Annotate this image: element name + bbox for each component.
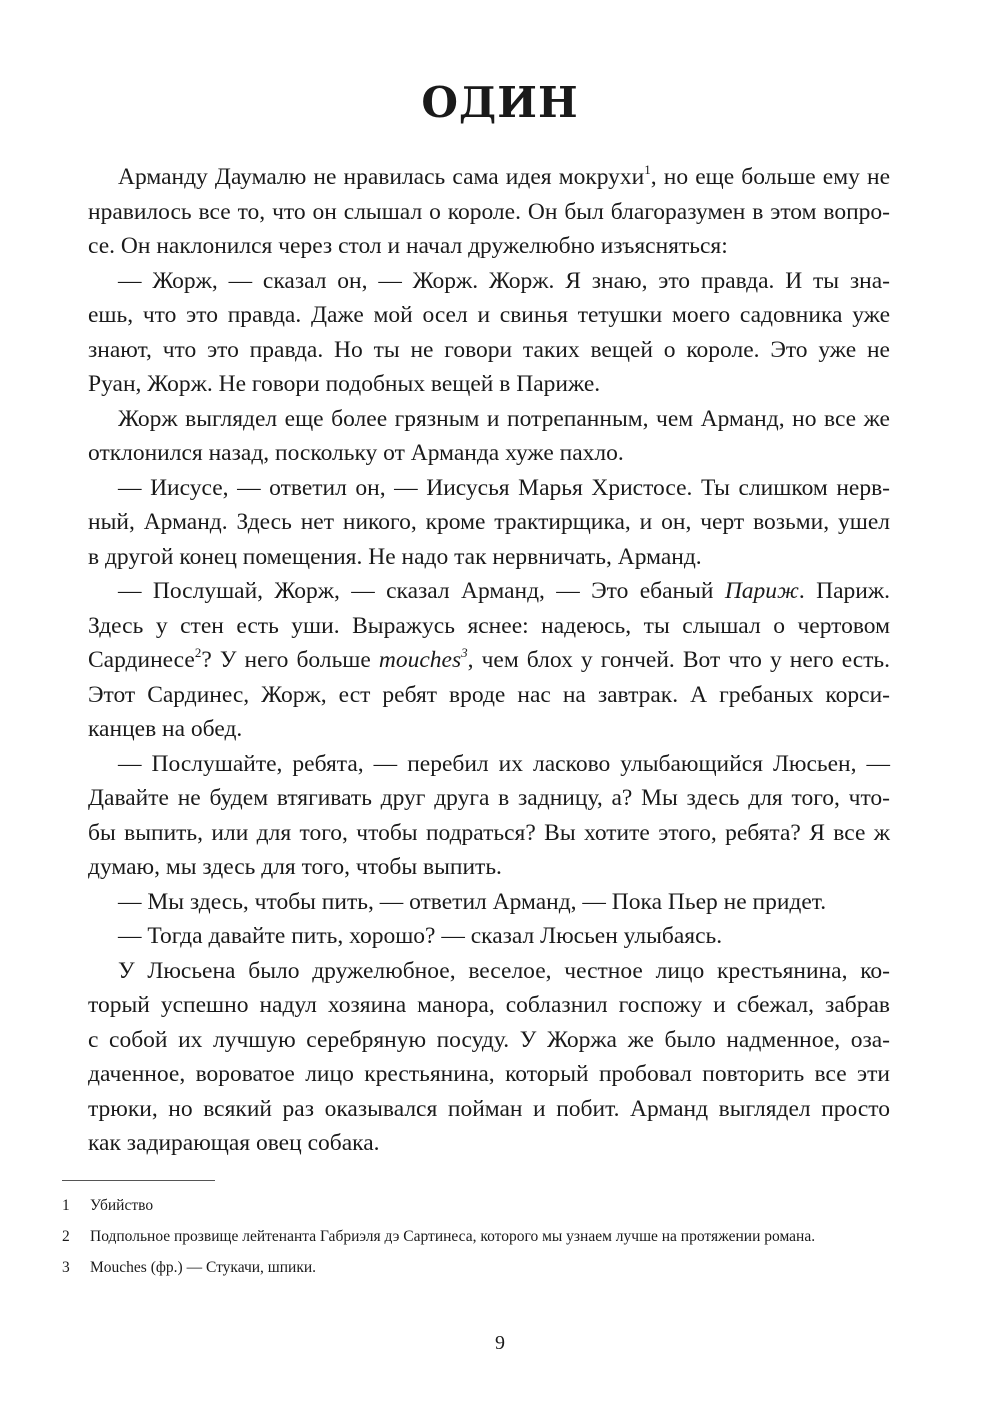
text-line xyxy=(88,160,890,195)
footnote-ref: 2 xyxy=(194,645,202,660)
text-segment: , но еще больше ему не xyxy=(650,164,890,190)
text-line: Руан, Жорж. Не говори подобных вещей в Париже. xyxy=(88,371,601,397)
text-line: ешь, что это правда. Даже мой осел и свинья тетушки моего садовника уже xyxy=(88,302,890,328)
text-line: — Мы здесь, чтобы пить, — ответил Арманд, — Пока Пьер не придет. xyxy=(118,888,827,915)
text-line xyxy=(88,643,890,678)
footnote-item xyxy=(62,1195,942,1226)
text-line: в другой конец помещения. Не надо так нервничать, Арманд. xyxy=(88,543,702,570)
text-segment: — Послушай, Жорж, — сказал Арманд, — Это ебаный xyxy=(118,578,725,604)
text-line: Давайте не будем втягивать друг друга в задницу, а? Мы здесь для того, что- xyxy=(88,785,890,811)
text-line: — Жорж, — сказал он, — Жорж. Жорж. Я знаю, это правда. И ты зна- xyxy=(118,267,890,294)
footnote-number: 3 xyxy=(62,1259,70,1276)
footnotes xyxy=(62,1195,942,1288)
text-line: нравилось все то, что он слышал о короле. Он был благоразумен в этом вопро- xyxy=(88,198,890,225)
emphasis-text: Париж xyxy=(724,578,799,604)
footnote-text: Подпольное прозвище лейтенанта Габриэля дэ Сартинеса, которого мы узнаем лучше на протяжении романа. xyxy=(90,1228,816,1245)
text-line: — Иисусе, — ответил он, — Иисусья Марья Христосе. Ты слишком нерв- xyxy=(118,474,890,501)
text-line: Жорж выглядел еще более грязным и потрепанным, чем Арманд, но все же xyxy=(118,405,890,432)
footnote-ref-number: 3 xyxy=(461,645,468,660)
footnote-text: Убийство xyxy=(90,1197,154,1214)
text-line: Этот Сардинес, Жорж, ест ребят вроде нас на завтрак. А гребаных корси- xyxy=(88,681,890,708)
footnote-divider xyxy=(62,1180,215,1181)
footnote-item xyxy=(62,1226,942,1257)
text-line: У Люсьена было дружелюбное, веселое, честное лицо крестьянина, ко- xyxy=(118,957,890,984)
text-line: отклонился назад, поскольку от Арманда хуже пахло. xyxy=(88,440,624,466)
text-line xyxy=(88,574,890,609)
text-line: бы выпить, или для того, чтобы подраться? Вы хотите этого, ребята? Я все ж xyxy=(88,819,890,846)
text-segment: Сардинесе xyxy=(88,647,195,673)
text-line: торый успешно надул хозяина манора, соблазнил госпожу и сбежал, забрав xyxy=(88,992,890,1018)
chapter-body xyxy=(88,160,890,1161)
text-segment: ? У него больше xyxy=(201,647,379,673)
chapter-title: ОДИН xyxy=(421,78,579,127)
text-line: ный, Арманд. Здесь нет никого, кроме трактирщика, и он, черт возьми, ушел xyxy=(88,509,890,535)
page-number: 9 xyxy=(495,1332,505,1354)
text-line: — Послушайте, ребята, — перебил их ласково улыбающийся Люсьен, — xyxy=(118,750,890,777)
footnote-number: 2 xyxy=(62,1228,70,1245)
footnote-text: Mouches (фр.) — Стукачи, шпики. xyxy=(90,1259,317,1276)
text-segment: , чем блох у гончей. Вот что у него есть. xyxy=(467,647,890,673)
text-line: се. Он наклонился через стол и начал дружелюбно изъясняться: xyxy=(88,233,728,259)
text-segment: Арманду Даумалю не нравилась сама идея мокрухи xyxy=(118,164,645,190)
emphasis-text: mouches xyxy=(378,647,462,673)
text-line: с собой их лучшую серебряную посуду. У Жоржа же было надменное, оза- xyxy=(88,1026,890,1053)
footnote-number: 1 xyxy=(62,1197,70,1214)
text-line: трюки, но всякий раз оказывался пойман и побит. Арманд выглядел просто xyxy=(88,1095,890,1122)
text-line: — Тогда давайте пить, хорошо? — сказал Люсьен улыбаясь. xyxy=(118,923,723,949)
text-segment: . Париж. xyxy=(798,578,890,604)
text-line: Здесь у стен есть уши. Выражусь яснее: надеюсь, ты слышал о чертовом xyxy=(88,612,890,639)
text-line: как задирающая овец собака. xyxy=(88,1130,380,1156)
text-line: канцев на обед. xyxy=(88,716,243,742)
text-line: думаю, мы здесь для того, чтобы выпить. xyxy=(88,854,502,880)
text-line: даченное, вороватое лицо крестьянина, который пробовал повторить все эти xyxy=(88,1061,890,1087)
footnote-ref: 1 xyxy=(644,162,651,177)
text-line: знают, что это правда. Но ты не говори таких вещей о короле. Это уже не xyxy=(88,336,890,363)
footnote-item xyxy=(62,1257,942,1288)
